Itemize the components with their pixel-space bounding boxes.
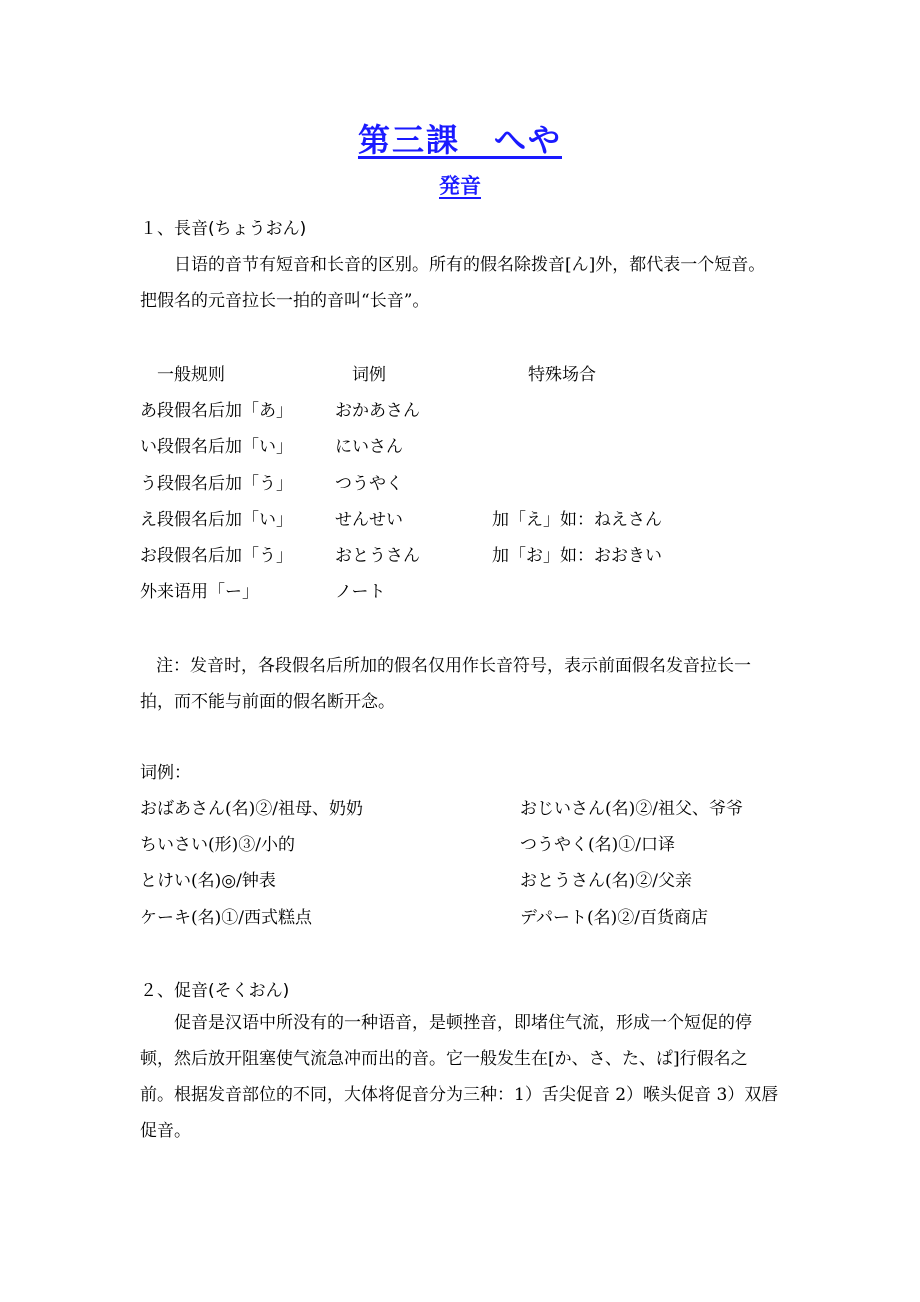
table-cell-example: おとうさん xyxy=(335,546,420,566)
page-subtitle: 発音 xyxy=(439,174,481,198)
table-cell-special: 加「え」如：ねえさん xyxy=(492,510,662,530)
section-2-heading: ２、促音(そくおん) xyxy=(140,981,290,1001)
example-item: ちいさい(形)③/小的 xyxy=(140,835,295,855)
example-item: とけい(名)◎/钟表 xyxy=(140,871,276,891)
section-2-paragraph: 促音是汉语中所没有的一种语音，是顿挫音，即堵住气流，形成一个短促的停顿，然后放开阻塞使气流急冲而出的音。它一般发生在[か、さ、た、ぱ]行假名之前。根据发音部位的不同，大体将促音分为三种：1）舌尖促音 2）喉头促音 3）双唇促音。 xyxy=(140,1013,779,1141)
table-header-example: 词例 xyxy=(352,365,386,385)
table-header-special: 特殊场合 xyxy=(528,365,596,385)
example-item: ケーキ(名)①/西式糕点 xyxy=(140,908,312,928)
example-item: おとうさん(名)②/父亲 xyxy=(520,871,692,891)
table-cell-rule: お段假名后加「う」 xyxy=(140,546,293,566)
table-cell-example: せんせい xyxy=(335,510,403,530)
page-title: 第三課 へや xyxy=(357,121,562,159)
table-cell-rule: い段假名后加「い」 xyxy=(140,437,293,457)
table-cell-example: おかあさん xyxy=(335,401,420,421)
example-item: おばあさん(名)②/祖母、奶奶 xyxy=(140,799,363,819)
note-paragraph: 注：发音时，各段假名后所加的假名仅用作长音符号，表示前面假名发音拉长一拍，而不能与前面的假名断开念。 xyxy=(140,656,751,712)
examples-label: 词例： xyxy=(140,763,191,783)
section-1-heading: １、長音(ちょうおん) xyxy=(140,219,307,239)
example-item: デパート(名)②/百货商店 xyxy=(520,908,708,928)
table-cell-rule: う段假名后加「う」 xyxy=(140,474,293,494)
section-1-paragraph: 日语的音节有短音和长音的区别。所有的假名除拨音[ん]外，都代表一个短音。把假名的元音拉长一拍的音叫“长音”。 xyxy=(140,255,766,311)
example-item: つうやく(名)①/口译 xyxy=(520,835,675,855)
table-cell-rule: え段假名后加「い」 xyxy=(140,510,293,530)
table-cell-example: ノート xyxy=(335,582,386,602)
table-cell-example: にいさん xyxy=(335,437,403,457)
table-cell-rule: 外来语用「ー」 xyxy=(140,582,259,602)
example-item: おじいさん(名)②/祖父、爷爷 xyxy=(520,799,743,819)
table-cell-rule: あ段假名后加「あ」 xyxy=(140,401,293,421)
table-cell-example: つうやく xyxy=(335,474,403,494)
table-cell-special: 加「お」如：おおきい xyxy=(492,546,662,566)
table-header-rule: 一般规则 xyxy=(157,365,225,385)
